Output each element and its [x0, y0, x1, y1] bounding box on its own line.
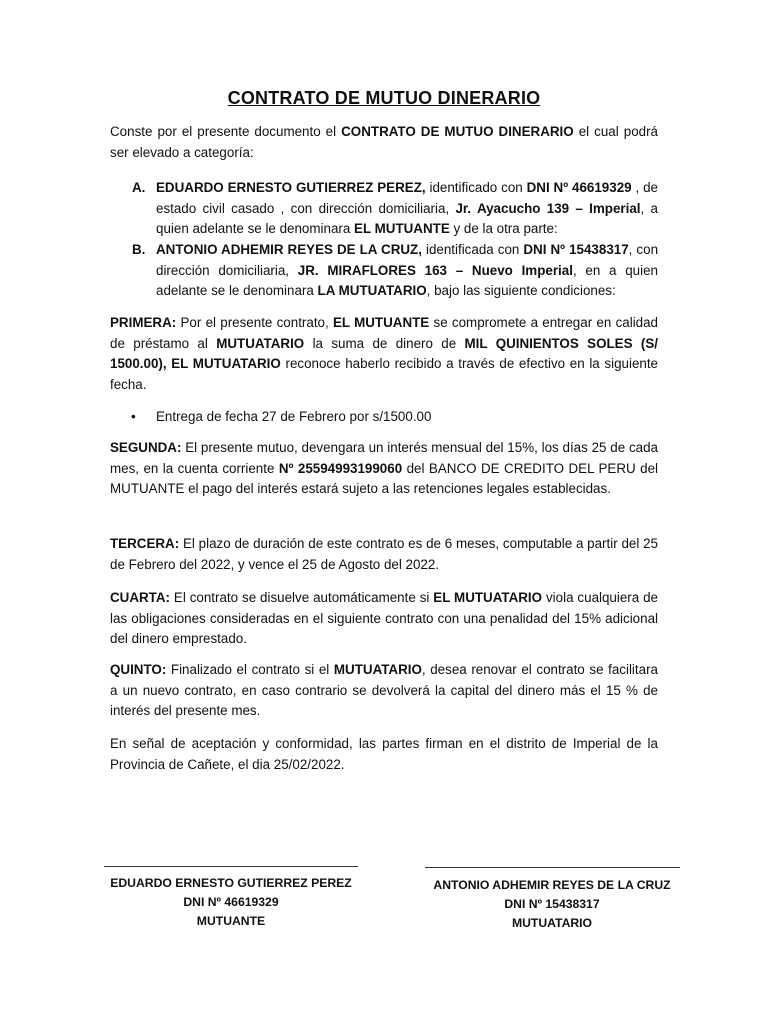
party-a-text-3: , a quien adelante se le denominara	[156, 200, 658, 236]
clause-segunda-label: SEGUNDA:	[110, 440, 182, 455]
party-b-dni: DNI Nº 15438317	[523, 242, 629, 257]
party-b-name: ANTONIO ADHEMIR REYES DE LA CRUZ,	[156, 242, 422, 257]
party-a-text-1: identificado con	[425, 180, 527, 195]
intro-contract-name: CONTRATO DE MUTUO DINERARIO	[341, 124, 574, 139]
party-a-text-4: y de la otra parte:	[449, 221, 558, 236]
party-a-address: Jr. Ayacucho 139 – Imperial	[455, 200, 641, 216]
bullet-text: Entrega de fecha 27 de Febrero por s/1500.00	[156, 409, 432, 424]
clause-primera-bold-3: MIL QUINIENTOS SOLES (S/ 1500.00), EL MUTUATARIO	[110, 335, 658, 371]
clause-segunda	[110, 438, 658, 500]
signature-line-mutuante	[104, 866, 358, 867]
signature-dni: DNI Nº 15438317	[504, 897, 600, 911]
signature-name: ANTONIO ADHEMIR REYES DE LA CRUZ	[433, 878, 671, 892]
party-b-paragraph	[156, 240, 658, 302]
clause-primera-text-4: reconoce haberlo recibido a través de efectivo en la siguiente fecha.	[110, 356, 659, 392]
clause-quinto	[110, 660, 658, 722]
clause-primera-text-3: la suma de dinero de	[304, 335, 465, 351]
clause-primera-text-2: se compromete a entregar en calidad de préstamo al	[110, 315, 659, 351]
intro-paragraph	[110, 122, 658, 163]
intro-text-1: Conste por el presente documento el	[110, 124, 342, 139]
clause-primera-text-1: Por el presente contrato,	[176, 315, 333, 330]
party-b-address: JR. MIRAFLORES 163 – Nuevo Imperial	[297, 262, 573, 278]
clause-quinto-bold: MUTUATARIO	[333, 662, 422, 677]
signature-dni: DNI Nº 46619329	[183, 895, 279, 909]
signature-role: MUTUANTE	[196, 914, 266, 928]
intro-text-2: el cual podrá ser elevado a categoría:	[110, 124, 658, 160]
clause-cuarta-label: CUARTA:	[110, 590, 170, 605]
bullet-dot-icon: •	[131, 409, 136, 424]
clause-segunda-account: Nº 25594993199060	[278, 460, 403, 476]
party-a-dni: DNI Nº 46619329	[526, 180, 632, 195]
clause-primera-bold-2: MUTUATARIO	[216, 335, 305, 351]
party-b-text-4: , bajo las siguiente condiciones:	[426, 283, 616, 298]
clause-cuarta-bold: EL MUTUATARIO	[433, 590, 543, 605]
party-a-marker: A.	[132, 180, 146, 195]
party-b-text-3: , en a quien adelante se le denominara	[156, 262, 658, 298]
clause-primera-bold-1: EL MUTUANTE	[332, 315, 430, 330]
party-a-role: EL MUTUANTE	[354, 221, 450, 236]
clause-quinto-text-2: , desea renovar el contrato se facilitara a un nuevo contrato, en caso contrario se devolverá la capital del dinero más el 15 % de interés del presente mes.	[110, 662, 658, 718]
signature-block-mutuatario	[424, 876, 680, 933]
clause-tercera-label: TERCERA:	[110, 536, 180, 551]
clause-tercera	[110, 534, 658, 575]
clause-cuarta-text-2: viola cualquiera de las obligaciones consideradas en el siguiente contrato con una penalidad del 15% adicional del dinero emprestado.	[110, 590, 659, 646]
clause-tercera-text: El plazo de duración de este contrato es de 6 meses, computable a partir del 25 de Febrero del 2022, y vence el 25 de Agosto del 2022.	[110, 536, 658, 572]
clause-primera-label: PRIMERA:	[110, 315, 177, 330]
clause-quinto-text-1: Finalizado el contrato si el	[166, 662, 334, 677]
party-a-text-2: , de estado civil casado , con dirección domiciliaria,	[156, 180, 658, 216]
party-b-text-1: identificada con	[421, 242, 524, 257]
signature-role: MUTUATARIO	[511, 916, 593, 930]
clause-segunda-text-1: El presente mutuo, devengara un interés mensual del 15%, los días 25 de cada mes, en la cuenta corriente	[110, 440, 658, 476]
party-b-marker: B.	[132, 242, 146, 257]
closing-paragraph: En señal de aceptación y conformidad, las partes firman en el distrito de Imperial de la Provincia de Cañete, el dia 25/02/2022.	[110, 736, 658, 772]
party-a-name: EDUARDO ERNESTO GUTIERREZ PEREZ,	[156, 180, 426, 195]
party-b-text-2: , con dirección domiciliaria,	[156, 242, 659, 278]
signature-line-mutuatario	[425, 867, 680, 868]
signature-name: EDUARDO ERNESTO GUTIERREZ PEREZ	[110, 876, 352, 890]
clause-cuarta	[110, 588, 658, 650]
clause-cuarta-text-1: El contrato se disuelve automáticamente si	[170, 590, 434, 605]
clause-quinto-label: QUINTO:	[110, 662, 167, 677]
clause-primera	[110, 313, 658, 395]
document-title: CONTRATO DE MUTUO DINERARIO	[227, 88, 541, 108]
party-a-paragraph	[156, 178, 658, 240]
clause-segunda-text-2: del BANCO DE CREDITO DEL PERU del MUTUANTE el pago del interés estará sujeto a las retenciones legales establecidas.	[110, 460, 659, 496]
party-b-role: LA MUTUATARIO	[317, 283, 427, 298]
signature-block-mutuante	[104, 874, 358, 931]
